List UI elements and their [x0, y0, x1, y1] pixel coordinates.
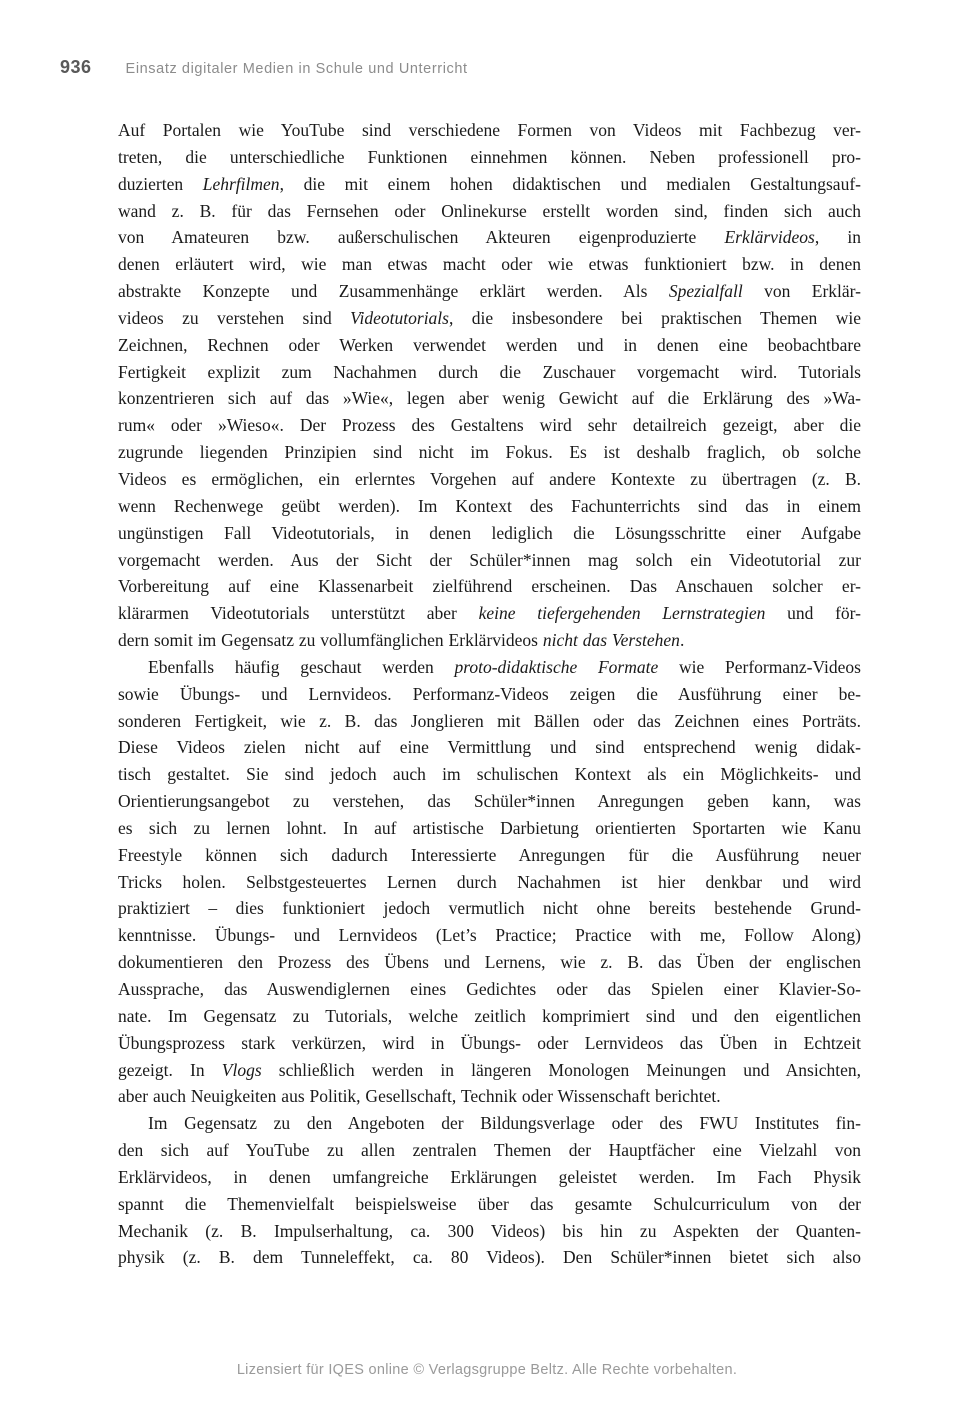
text-line: den sich auf YouTube zu allen zentralen Themen der Hauptfächer eine Vielzahl von	[118, 1140, 861, 1161]
text-line: Diese Videos zielen nicht auf eine Vermittlung und sind entsprechend wenig didak-	[118, 737, 861, 758]
text-line: treten, die unterschiedliche Funktionen einnehmen können. Neben professionell pro-	[118, 146, 861, 167]
text-line: es sich zu lernen lohnt. In auf artistische Darbietung orientierten Sportarten wie Kanu	[118, 817, 861, 838]
body-text	[118, 117, 861, 1271]
italic-text: Videotutorials	[350, 307, 449, 328]
italic-text: proto-didaktische Formate	[454, 656, 659, 677]
text-line: Auf Portalen wie YouTube sind verschiedene Formen von Videos mit Fachbezug ver-	[118, 120, 861, 140]
italic-text: Vlogs	[221, 1059, 262, 1080]
text-line: rum« oder »Wieso«. Der Prozess des Gestaltens wird sehr detailreich gezeigt, aber die	[118, 415, 861, 436]
text-line: klärarmen Videotutorials unterstützt aber keine tiefergehenden Lernstrategien und för-	[118, 603, 861, 624]
text-line: duzierten Lehrfilmen, die mit einem hohen didaktischen und medialen Gestaltungsauf-	[118, 173, 861, 194]
text-line: spannt die Themenvielfalt beispielsweise über das gesamte Schulcurriculum von der	[118, 1193, 861, 1214]
text-line: Zeichnen, Rechnen oder Werken verwendet werden und in denen eine beobachtbare	[118, 334, 861, 355]
italic-text: Lehrfilmen	[202, 173, 280, 194]
text-line: Übungsprozess stark verkürzen, wird in Übungs- oder Lernvideos das Üben in Echtzeit	[118, 1032, 861, 1053]
text-line: videos zu verstehen sind Videotutorials, die insbesondere bei praktischen Themen wie	[118, 307, 861, 328]
text-line: wenn Rechenwege geübt werden). Im Kontext des Fachunterrichts sind das in einem	[118, 495, 861, 516]
text-line: Mechanik (z. B. Impulserhaltung, ca. 300 Videos) bis hin zu Aspekten der Quanten-	[118, 1220, 861, 1241]
text-line: Tricks holen. Selbstgesteuertes Lernen durch Nachahmen ist hier denkbar und wird	[118, 871, 861, 892]
text-line: kenntnisse. Übungs- und Lernvideos (Let’s Practice; Practice with me, Follow Along)	[118, 925, 861, 946]
text-line: Erklärvideos, in denen umfangreiche Erklärungen geleistet werden. Im Fach Physik	[118, 1166, 861, 1187]
text-line: wand z. B. für das Fernsehen oder Onlinekurse erstellt worden sind, finden sich auch	[118, 200, 861, 221]
running-title: Einsatz digitaler Medien in Schule und Unterricht	[125, 61, 468, 77]
text-line: dokumentieren den Prozess des Übens und Lernens, wie z. B. das Üben der englischen	[118, 952, 861, 973]
italic-text: Spezialfall	[668, 281, 743, 302]
page-number: 936	[60, 57, 92, 77]
text-line: sonderen Fertigkeit, wie z. B. das Jonglieren mit Bällen oder das Zeichnen eines Porträts.	[118, 710, 861, 731]
text-line: Ebenfalls häufig geschaut werden proto-didaktische Formate wie Performanz-Videos	[148, 656, 861, 677]
license-footer: Lizensiert für IQES online © Verlagsgruppe Beltz. Alle Rechte vorbehalten.	[236, 1362, 738, 1378]
text-line: denen erläutert wird, wie man etwas macht oder wie etwas funktioniert bzw. in denen	[118, 254, 861, 275]
text-line: Aussprache, das Auswendiglernen eines Gedichtes oder das Spielen einer Klavier-So-	[118, 979, 861, 999]
text-line: von Amateuren bzw. außerschulischen Akteuren eigenproduzierte Erklärvideos, in	[118, 227, 861, 248]
text-line: sowie Übungs- und Lernvideos. Performanz-Videos zeigen die Ausführung einer be-	[118, 683, 861, 704]
text-line: gezeigt. In Vlogs schließlich werden in längeren Monologen Meinungen und Ansichten,	[118, 1059, 861, 1080]
text-line: physik (z. B. dem Tunneleffekt, ca. 80 Videos). Den Schüler*innen bietet sich also	[118, 1247, 861, 1268]
text-line: Freestyle können sich dadurch Interessierte Anregungen für die Ausführung neuer	[118, 844, 861, 865]
italic-text: Erklärvideos	[724, 227, 815, 248]
text-line: Orientierungsangebot zu verstehen, das Schüler*innen Anregungen geben kann, was	[118, 791, 861, 812]
text-line: abstrakte Konzepte und Zusammenhänge erklärt werden. Als Spezialfall von Erklär-	[118, 281, 861, 302]
text-line: konzentrieren sich auf das »Wie«, legen aber wenig Gewicht auf die Erklärung des »Wa-	[118, 388, 861, 409]
text-line: ungünstigen Fall Videotutorials, in denen lediglich die Lösungsschritte einer Aufgabe	[118, 522, 861, 543]
text-line: praktiziert – dies funktioniert jedoch vermutlich nicht ohne bereits bestehende Grund-	[118, 898, 861, 919]
text-line: Im Gegensatz zu den Angeboten der Bildungsverlage oder des FWU Institutes fin-	[148, 1113, 861, 1134]
text-line: zugrunde liegenden Prinzipien sind nicht im Fokus. Es ist deshalb fraglich, ob solche	[118, 442, 861, 463]
text-line: Videos es ermöglichen, ein erlerntes Vorgehen auf andere Kontexte zu übertragen (z. B.	[118, 468, 861, 489]
text-line: Vorbereitung auf eine Klassenarbeit zielführend erscheinen. Das Anschauen solcher er-	[118, 576, 861, 597]
text-line: aber auch Neuigkeiten aus Politik, Gesellschaft, Technik oder Wissenschaft berichtet.	[118, 1086, 721, 1107]
text-line: tisch gestaltet. Sie sind jedoch auch im schulischen Kontext als ein Möglichkeits- und	[118, 764, 861, 785]
text-line: dern somit im Gegensatz zu vollumfänglichen Erklärvideos nicht das Verstehen.	[118, 630, 685, 651]
text-line: vorgemacht werden. Aus der Sicht der Schüler*innen mag solch ein Videotutorial zur	[118, 549, 861, 570]
running-head	[60, 57, 860, 78]
italic-text: nicht das Verstehen	[542, 630, 680, 651]
text-line: Fertigkeit explizit zum Nachahmen durch die Zuschauer vorgemacht wird. Tutorials	[118, 361, 861, 382]
italic-text: keine tiefergehenden Lernstrategien	[478, 603, 766, 624]
text-line: nate. Im Gegensatz zu Tutorials, welche zeitlich komprimiert sind und den eigentlichen	[118, 1005, 861, 1026]
